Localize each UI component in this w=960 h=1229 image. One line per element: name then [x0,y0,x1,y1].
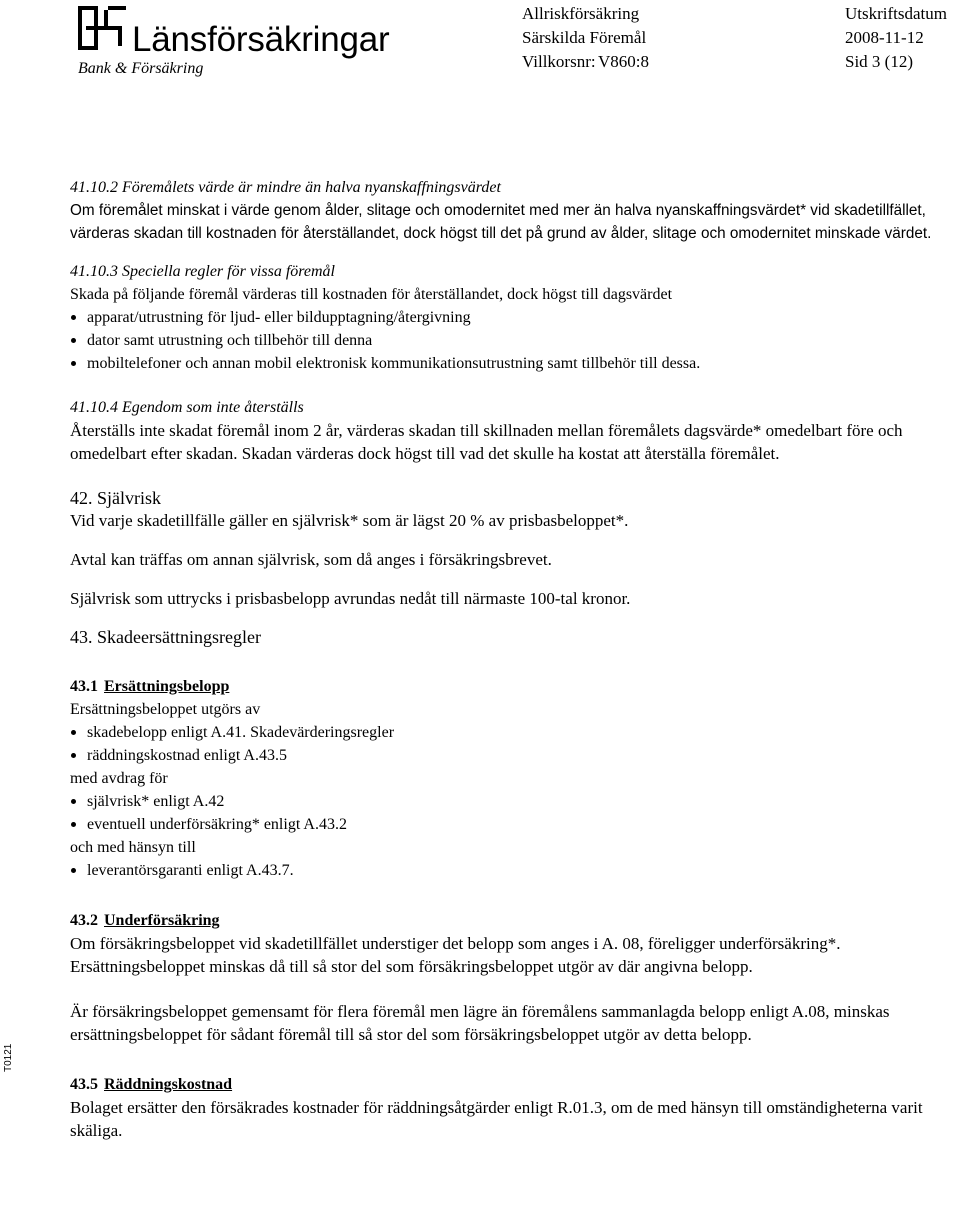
section-43-5 [70,1074,942,1142]
printout-date-label: Utskriftsdatum [845,4,947,23]
section-heading: 43. Skadeersättningsregler [70,627,261,647]
deductions-lead: med avdrag för [70,770,168,787]
document-reference [522,2,649,74]
company-logo-icon [78,6,126,50]
section-title: Ersättningsbelopp [104,678,230,695]
section-heading: 41.10.2 Föremålets värde är mindre än halva nyanskaffningsvärdet [70,179,501,196]
section-heading [70,910,942,932]
list-item: eventuell underförsäkring* enligt A.43.2 [70,813,942,836]
section-43 [70,626,942,648]
section-42 [70,487,942,610]
section-text: Är försäkringsbeloppet gemensamt för flera föremål men lägre än föremålens sammanlagda belopp enligt A.08, minskas ersättningsbeloppet för sådant föremål till så stor del som försäkringsbeloppet utgör av detta belopp. [70,1002,890,1044]
section-41-10-3 [70,261,942,375]
list-item: apparat/utrustning för ljud- eller bildupptagning/återgivning [70,306,942,329]
list-item: skadebelopp enligt A.41. Skadevärderingsregler [70,721,942,744]
section-text: Vid varje skadetillfälle gäller en självrisk* som är lägst 20 % av prisbasbeloppet*. [70,511,629,530]
company-name: Länsförsäkringar [132,20,390,59]
section-text: Om försäkringsbeloppet vid skadetillfället understiger det belopp som anges i A. 08, föreligger underförsäkring*. Ersättningsbeloppet minskas då till så stor del som försäkringsbeloppet utgör av där angivna belopp. [70,934,841,976]
section-text: Självrisk som uttrycks i prisbasbelopp avrundas nedåt till närmaste 100-tal kronor. [70,589,631,608]
section-heading: 41.10.3 Speciella regler för vissa föremål [70,263,335,280]
list-item: leverantörsgaranti enligt A.43.7. [70,859,942,882]
terms-number: V860:8 [598,52,649,71]
section-43-1 [70,676,942,882]
company-tagline: Bank & Försäkring [78,60,204,77]
deductions-list [70,790,942,836]
terms-label: Villkorsnr: [522,52,596,71]
section-number: 43.2 [70,912,98,929]
section-intro: Ersättningsbeloppet utgörs av [70,701,261,718]
section-text: Om föremålet minskat i värde genom ålder, slitage och omodernitet med mer än halva nyanskaffningsvärdet* vid skadetillfället, värderas skadan till kostnaden för återställandet, dock högst till det på grund av ålder, slitage och omodernitet minskade värdet. [70,202,932,242]
list-item: räddningskostnad enligt A.43.5 [70,744,942,767]
section-41-10-4 [70,397,942,465]
section-text: Återställs inte skadat föremål inom 2 år, värderas skadan till skillnaden mellan föremålets dagsvärde* omedelbart före och omedelbart efter skadan. Skadan värderas dock högst till vad det skulle ha kostat att återställa föremålet. [70,421,903,463]
page-indicator: Sid 3 (12) [845,52,913,71]
document-body [70,177,942,1142]
section-43-2 [70,910,942,1046]
section-text: Avtal kan träffas om annan självrisk, som då anges i försäkringsbrevet. [70,550,552,569]
compensation-items-list [70,721,942,767]
section-title: Underförsäkring [104,912,220,929]
section-heading: 42. Självrisk [70,488,162,508]
print-info [845,2,947,74]
section-41-10-2 [70,177,942,245]
section-number: 43.5 [70,1076,98,1093]
list-item: självrisk* enligt A.42 [70,790,942,813]
section-intro: Skada på följande föremål värderas till kostnaden för återställandet, dock högst till dagsvärdet [70,286,673,303]
list-item: dator samt utrustning och tillbehör till denna [70,329,942,352]
section-heading [70,676,942,698]
special-items-list [70,306,942,375]
printout-date: 2008-11-12 [845,28,924,47]
section-number: 43.1 [70,678,98,695]
considerations-lead: och med hänsyn till [70,839,196,856]
section-title: Räddningskostnad [104,1076,233,1093]
form-code: T0121 [3,1043,14,1072]
document-type: Allriskförsäkring [522,4,640,23]
document-subtitle: Särskilda Föremål [522,28,647,47]
terms-number-row [522,50,649,74]
considerations-list [70,859,942,882]
section-heading [70,1074,942,1096]
section-text: Bolaget ersätter den försäkrades kostnader för räddningsåtgärder enligt R.01.3, om de med hänsyn till omständigheterna varit skäliga. [70,1098,923,1140]
section-heading: 41.10.4 Egendom som inte återställs [70,399,304,416]
list-item: mobiltelefoner och annan mobil elektronisk kommunikationsutrustning samt tillbehör till dessa. [70,352,942,375]
